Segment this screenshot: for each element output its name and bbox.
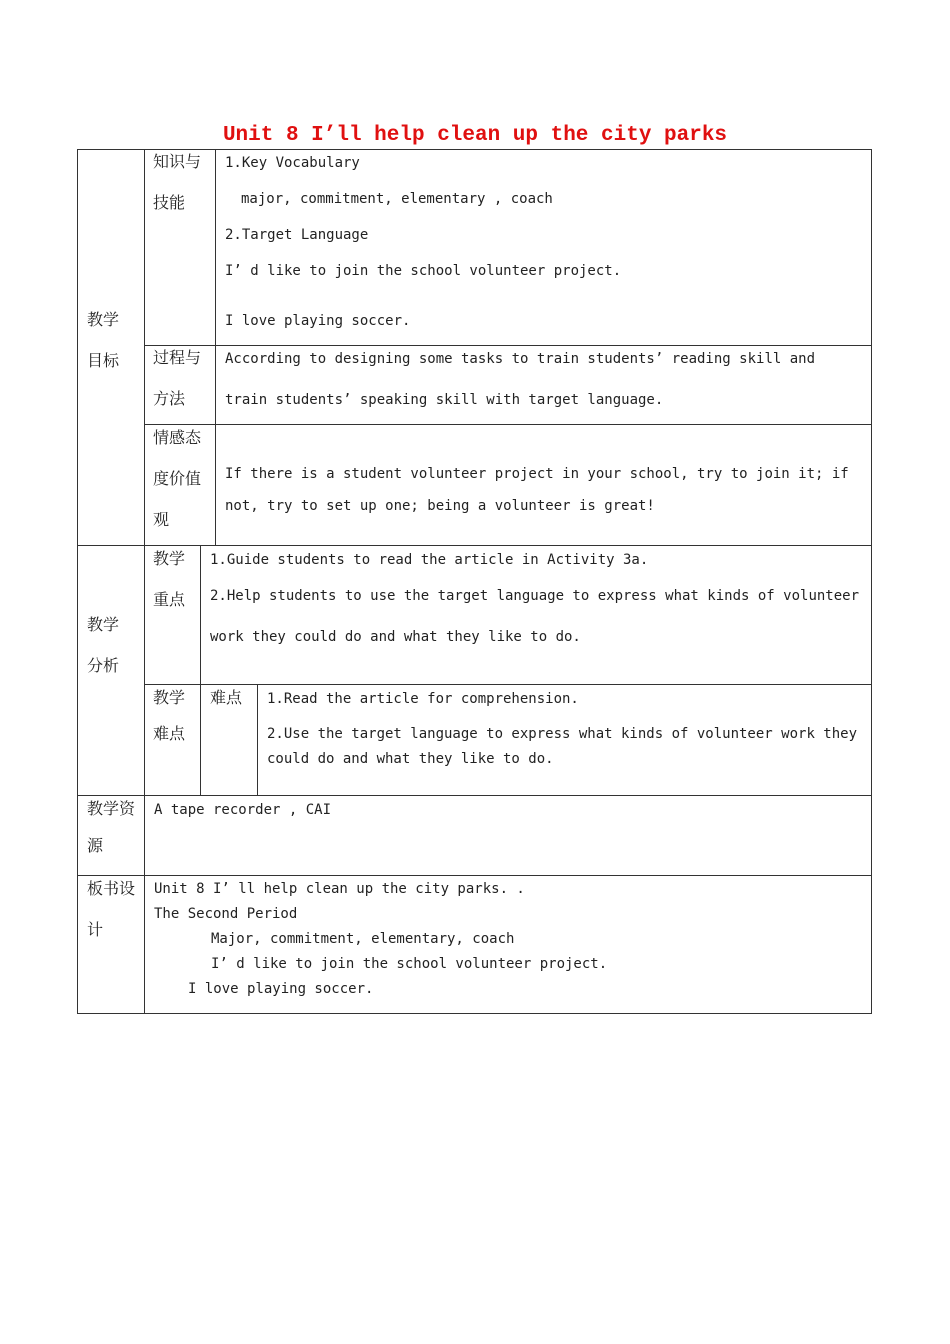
difficult-points-label: 难点	[153, 724, 186, 743]
resources-label: 源	[87, 836, 104, 855]
board-line: Unit 8 I’ ll help clean up the city parks. .	[154, 881, 525, 897]
difficult-points-line: 1.Read the article for comprehension.	[267, 691, 579, 707]
key-points-label: 教学	[153, 549, 186, 568]
key-points-label: 重点	[153, 590, 186, 609]
process-label: 方法	[153, 389, 186, 408]
board-line: Major, commitment, elementary, coach	[211, 931, 515, 947]
difficult-points-label: 教学	[153, 688, 186, 707]
emotion-label: 情感态	[153, 428, 202, 447]
knowledge-line: I’ d like to join the school volunteer project.	[225, 263, 622, 279]
resources-value: A tape recorder , CAI	[154, 802, 332, 818]
knowledge-line: I love playing soccer.	[225, 313, 411, 329]
board-line: I’ d like to join the school volunteer project.	[211, 956, 608, 972]
knowledge-line: major, commitment, elementary , coach	[241, 191, 553, 207]
process-line: According to designing some tasks to train students’ reading skill and	[225, 351, 816, 367]
objectives-label: 教学	[87, 310, 120, 329]
board-line: The Second Period	[154, 906, 298, 922]
knowledge-label: 技能	[153, 193, 186, 212]
emotion-line: If there is a student volunteer project in your school, try to join it; if	[225, 466, 849, 482]
board-label: 板书设	[87, 879, 136, 898]
analysis-label: 教学	[87, 615, 120, 634]
knowledge-line: 1.Key Vocabulary	[225, 155, 360, 171]
key-points-line: 2.Help students to use the target language to express what kinds of volunteer	[210, 588, 860, 604]
process-label: 过程与	[153, 348, 202, 367]
difficult-points-line: 2.Use the target language to express what kinds of volunteer work they	[267, 726, 858, 742]
difficult-points-line: could do and what they like to do.	[267, 751, 554, 767]
key-points-line: 1.Guide students to read the article in Activity 3a.	[210, 552, 649, 568]
emotion-line: not, try to set up one; being a volunteer is great!	[225, 498, 655, 514]
emotion-label: 度价值	[153, 469, 202, 488]
analysis-label: 分析	[87, 656, 120, 675]
knowledge-label: 知识与	[153, 152, 202, 171]
page-title: Unit 8 I’ll help clean up the city parks	[222, 124, 728, 147]
difficult-points-sublabel: 难点	[210, 688, 243, 707]
board-label: 计	[87, 920, 104, 939]
emotion-label: 观	[153, 510, 170, 529]
knowledge-line: 2.Target Language	[225, 227, 369, 243]
board-line: I love playing soccer.	[188, 981, 374, 997]
key-points-line: work they could do and what they like to do.	[210, 629, 581, 645]
process-line: train students’ speaking skill with target language.	[225, 392, 664, 408]
resources-label: 教学资	[87, 799, 136, 818]
objectives-label: 目标	[87, 351, 120, 370]
